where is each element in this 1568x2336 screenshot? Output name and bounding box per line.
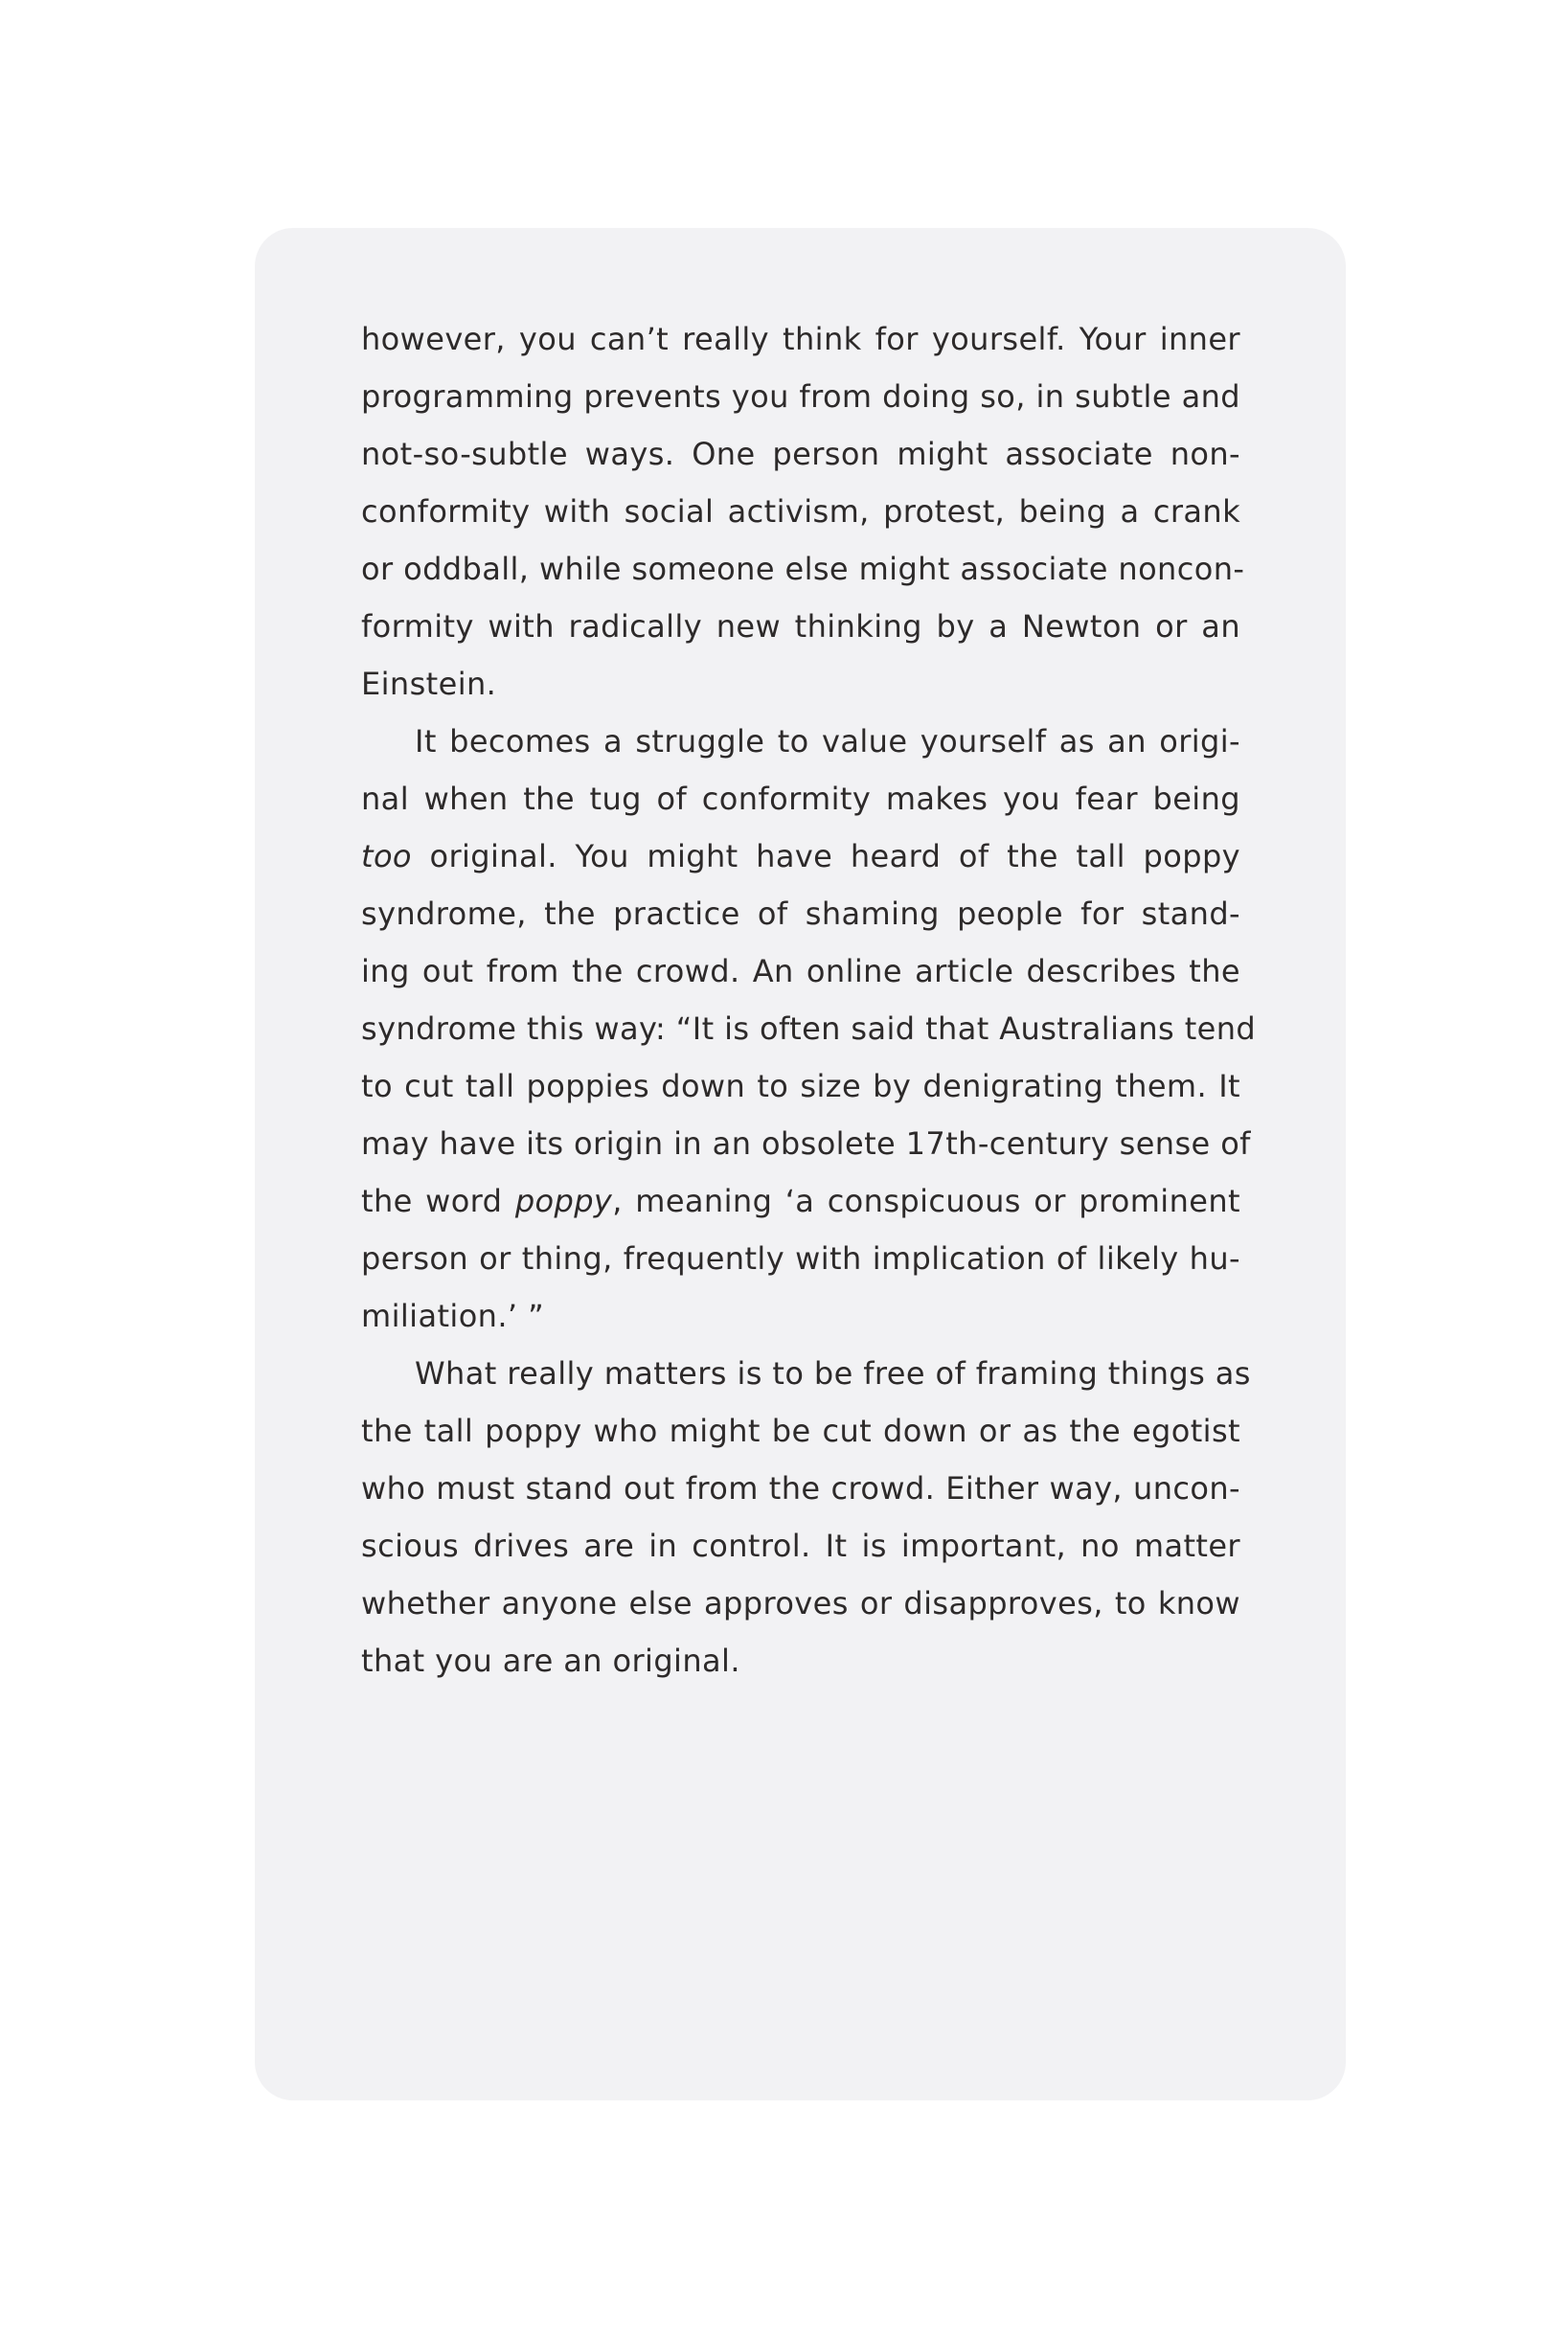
emphasis-poppy: poppy <box>514 1183 613 1219</box>
paragraph-3 <box>361 1345 1251 1690</box>
text-line: who must stand out from the crowd. Either way, uncon- <box>361 1470 1240 1507</box>
text-line: What really matters is to be free of framing things as <box>415 1355 1251 1392</box>
page-panel <box>255 228 1346 2100</box>
text-line: not-so-subtle ways. One person might associate non- <box>361 436 1240 472</box>
emphasis-too: too <box>361 838 412 874</box>
text-line: syndrome, the practice of shaming people for stand- <box>361 896 1240 932</box>
text-line: scious drives are in control. It is important, no matter <box>361 1528 1240 1564</box>
text-line: formity with radically new thinking by a Newton or an <box>361 608 1240 645</box>
text-line: nal when the tug of conformity makes you fear being <box>361 781 1240 817</box>
text-line: programming prevents you from doing so, in subtle and <box>361 378 1240 415</box>
text-line: syndrome this way: “It is often said that Australians tend <box>361 1010 1257 1047</box>
text-run: , meaning ‘a conspicuous or prominent <box>612 1183 1240 1219</box>
text-line: miliation.’ ” <box>361 1298 545 1334</box>
text-run: original. You might have heard of the tall poppy <box>411 838 1240 874</box>
paragraph-2 <box>361 713 1257 1345</box>
text-line: person or thing, frequently with implication of likely hu- <box>361 1240 1240 1277</box>
body-text <box>361 310 1257 1690</box>
text-line: that you are an original. <box>361 1643 740 1679</box>
text-line: the tall poppy who might be cut down or as the egotist <box>361 1413 1240 1449</box>
text-line: It becomes a struggle to value yourself as an origi- <box>415 723 1240 760</box>
text-line: to cut tall poppies down to size by denigrating them. It <box>361 1068 1240 1104</box>
text-line: may have its origin in an obsolete 17th-century sense of <box>361 1125 1251 1162</box>
text-line: Einstein. <box>361 666 497 702</box>
text-line: whether anyone else approves or disapproves, to know <box>361 1585 1240 1622</box>
text-run: the word <box>361 1183 515 1219</box>
text-line: however, you can’t really think for yourself. Your inner <box>361 321 1240 357</box>
text-line: or oddball, while someone else might associate noncon- <box>361 551 1245 587</box>
text-line <box>361 1172 1240 1230</box>
text-line: ing out from the crowd. An online article describes the <box>361 953 1240 989</box>
text-line: conformity with social activism, protest, being a crank <box>361 493 1240 530</box>
paragraph-1 <box>361 310 1245 713</box>
text-line <box>361 828 1240 885</box>
